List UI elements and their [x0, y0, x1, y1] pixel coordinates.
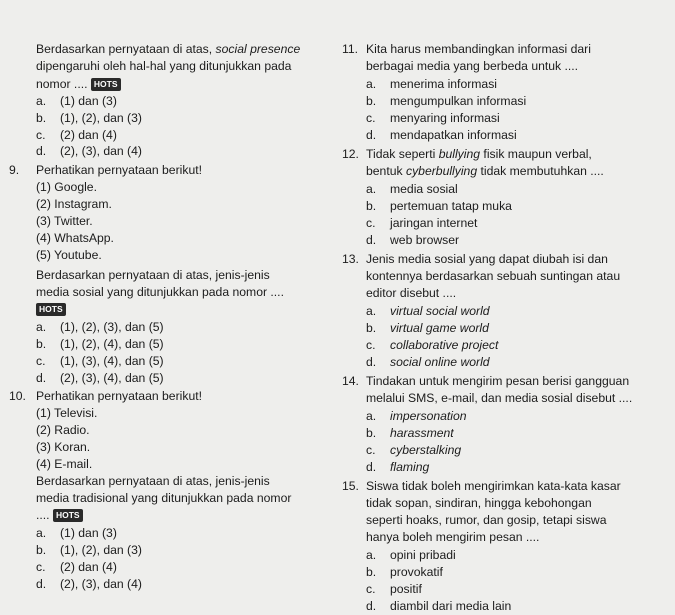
hots-badge: HOTS	[36, 303, 66, 316]
q12-stem-line-2: bentuk cyberbullying tidak membutuhkan ....	[366, 164, 604, 178]
q9-option-b[interactable]: b. (1), (2), (4), dan (5)	[36, 337, 164, 351]
q10-question-line-1: Berdasarkan pernyataan di atas, jenis-jenis	[36, 474, 270, 488]
q12-stem-line-1: Tidak seperti bullying fisik maupun verbal,	[366, 147, 592, 161]
q8-stem-line-1: Berdasarkan pernyataan di atas, social presence	[36, 42, 301, 56]
q11-option-c[interactable]: c. menyaring informasi	[366, 111, 500, 125]
q9-list-item-1: (1) Google.	[36, 180, 97, 194]
q10-stem: Perhatikan pernyataan berikut!	[36, 389, 202, 403]
q9-list-item-2: (2) Instagram.	[36, 197, 112, 211]
q10-question-line-3: .... HOTS	[36, 508, 83, 523]
q9-hots	[36, 302, 66, 317]
q15-stem-line-1: Siswa tidak boleh mengirimkan kata-kata kasar	[366, 479, 621, 493]
q10-list-item-1: (1) Televisi.	[36, 406, 98, 420]
q11-option-a[interactable]: a. menerima informasi	[366, 77, 498, 91]
q14-option-a[interactable]: a. impersonation	[366, 409, 467, 423]
q11-number: 11.	[342, 42, 359, 56]
q15-number: 15.	[342, 479, 359, 493]
q12-number: 12.	[342, 147, 359, 161]
q12-option-d[interactable]: d. web browser	[366, 233, 460, 247]
q13-option-a[interactable]: a. virtual social world	[366, 304, 490, 318]
q10-list-item-3: (3) Koran.	[36, 440, 91, 454]
q9-option-c[interactable]: c. (1), (3), (4), dan (5)	[36, 354, 164, 368]
q8-stem-line-2: dipengaruhi oleh hal-hal yang ditunjukkan pada	[36, 59, 292, 73]
q8-option-b[interactable]: b. (1), (2), dan (3)	[36, 111, 142, 125]
q10-number: 10.	[9, 389, 26, 403]
q9-stem: Perhatikan pernyataan berikut!	[36, 163, 202, 177]
hots-badge: HOTS	[53, 509, 83, 522]
q14-option-b[interactable]: b. harassment	[366, 426, 454, 440]
q9-option-d[interactable]: d. (2), (3), (4), dan (5)	[36, 371, 164, 385]
q9-list-item-4: (4) WhatsApp.	[36, 231, 114, 245]
q15-option-b[interactable]: b. provokatif	[366, 565, 443, 579]
q9-list-item-5: (5) Youtube.	[36, 248, 102, 262]
q13-number: 13.	[342, 252, 359, 266]
q8-stem-line-3: nomor .... HOTS	[36, 77, 121, 92]
q8-option-a[interactable]: a. (1) dan (3)	[36, 94, 117, 108]
q15-stem-line-3: seperti hoaks, rumor, dan gosip, tetapi siswa	[366, 513, 607, 527]
q11-option-d[interactable]: d. mendapatkan informasi	[366, 128, 517, 142]
q10-question-line-2: media tradisional yang ditunjukkan pada nomor	[36, 491, 292, 505]
q9-question-line-1: Berdasarkan pernyataan di atas, jenis-jenis	[36, 268, 270, 282]
q13-option-c[interactable]: c. collaborative project	[366, 338, 499, 352]
q13-option-b[interactable]: b. virtual game world	[366, 321, 489, 335]
q9-number: 9.	[9, 163, 20, 177]
q14-option-d[interactable]: d. flaming	[366, 460, 430, 474]
q8-option-c[interactable]: c. (2) dan (4)	[36, 128, 117, 142]
q14-stem-line-1: Tindakan untuk mengirim pesan berisi gangguan	[366, 374, 630, 388]
q10-list-item-4: (4) E-mail.	[36, 457, 93, 471]
q10-list-item-2: (2) Radio.	[36, 423, 90, 437]
q10-option-a[interactable]: a. (1) dan (3)	[36, 526, 117, 540]
q13-stem-line-1: Jenis media sosial yang dapat diubah isi dan	[366, 252, 608, 266]
q11-option-b[interactable]: b. mengumpulkan informasi	[366, 94, 527, 108]
q12-option-a[interactable]: a. media sosial	[366, 182, 458, 196]
q14-number: 14.	[342, 374, 359, 388]
q13-option-d[interactable]: d. social online world	[366, 355, 490, 369]
q13-stem-line-3: editor disebut ....	[366, 286, 457, 300]
q15-stem-line-4: hanya boleh mengirim pesan ....	[366, 530, 540, 544]
q12-option-b[interactable]: b. pertemuan tatap muka	[366, 199, 512, 213]
q14-option-c[interactable]: c. cyberstalking	[366, 443, 462, 457]
q9-question-line-2: media sosial yang ditunjukkan pada nomor ....	[36, 285, 284, 299]
q8-option-d[interactable]: d. (2), (3), dan (4)	[36, 144, 142, 158]
q11-stem-line-1: Kita harus membandingkan informasi dari	[366, 42, 591, 56]
q11-stem-line-2: berbagai media yang berbeda untuk ....	[366, 59, 579, 73]
q9-option-a[interactable]: a. (1), (2), (3), dan (5)	[36, 320, 164, 334]
hots-badge: HOTS	[91, 78, 121, 91]
q15-option-c[interactable]: c. positif	[366, 582, 422, 596]
q10-option-b[interactable]: b. (1), (2), dan (3)	[36, 543, 142, 557]
q10-option-c[interactable]: c. (2) dan (4)	[36, 560, 117, 574]
q9-list-item-3: (3) Twitter.	[36, 214, 93, 228]
q15-option-d[interactable]: d. diambil dari media lain	[366, 599, 512, 613]
q14-stem-line-2: melalui SMS, e-mail, dan media sosial disebut ....	[366, 391, 633, 405]
q13-stem-line-2: kontennya berdasarkan sebuah suntingan atau	[366, 269, 621, 283]
q12-option-c[interactable]: c. jaringan internet	[366, 216, 478, 230]
q15-option-a[interactable]: a. opini pribadi	[366, 548, 456, 562]
q10-option-d[interactable]: d. (2), (3), dan (4)	[36, 577, 142, 591]
q15-stem-line-2: tidak sopan, sindiran, hingga kebohongan	[366, 496, 592, 510]
